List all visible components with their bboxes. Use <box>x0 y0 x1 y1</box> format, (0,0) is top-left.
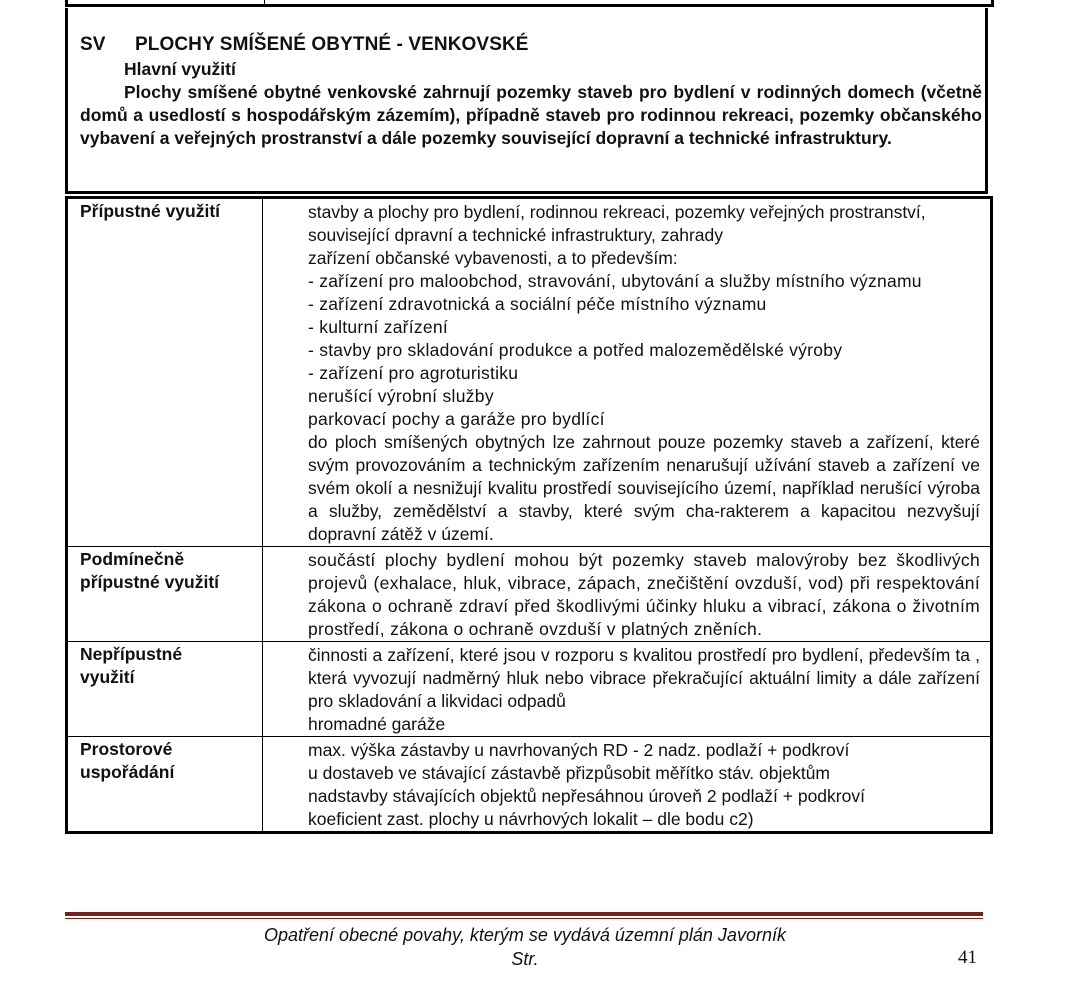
regulations-table <box>65 196 993 834</box>
text-line: nerušící výrobní služby <box>308 386 494 406</box>
row-label: Prostorové uspořádání <box>67 737 263 833</box>
row-value <box>263 547 992 642</box>
footer-title: Opatření obecné povahy, kterým se vydává územní plán Javorník <box>264 925 786 945</box>
previous-table-fragment <box>65 0 994 7</box>
row-value <box>263 642 992 737</box>
section-subtitle: Hlavní využití <box>124 59 236 79</box>
footer-rule-thin <box>65 918 983 919</box>
row-label: Nepřípustné využití <box>67 642 263 737</box>
table-divider <box>264 0 265 4</box>
text-line: související dpravní a technické infrastruktury, zahrady <box>308 225 724 245</box>
list-item: - zařízení pro agroturistiku <box>308 363 519 383</box>
table-row-podminecne <box>67 547 992 642</box>
list-item: - stavby pro skladování produkce a potřed malozemědělské výroby <box>308 340 843 360</box>
text-line: max. výška zástavby u navrhovaných RD - 2 nadz. podlaží + podkroví <box>308 740 850 760</box>
text-line: nadstavby stávajících objektů nepřesáhnou úroveň 2 podlaží + podkroví <box>308 786 865 806</box>
text-paragraph: součástí plochy bydlení mohou být pozemky staveb malovýroby bez škodlivých projevů (exhalace, hluk, vibrace, zápach, znečištění ovzduší, vod) při respektování zákona o ochraně zdraví před škodlivými účinky hluku a vibrací, zákona o životním prostředí, zákona o ochraně ovzduší v platných zněních. <box>308 550 980 639</box>
footer-rule-thick <box>65 912 983 916</box>
text-paragraph: do ploch smíšených obytných lze zahrnout pouze pozemky staveb a zařízení, které svým provozováním a technickým zařízením nenarušují užívání staveb a zařízení ve svém okolí a nesnižují kvalitu prostředí souvisejícího území, například nerušící výroba a služby, zemědělství a stavby, které svým cha-rakterem a kapacitou nezvyšují dopravní zátěž v území. <box>308 432 980 544</box>
row-label: Přípustné využití <box>67 198 263 547</box>
page-number: 41 <box>958 947 977 968</box>
section-code: SV <box>80 34 106 55</box>
list-item: - zařízení zdravotnická a sociální péče místního významu <box>308 294 767 314</box>
section-header <box>65 8 988 194</box>
row-value <box>263 198 992 547</box>
section-description: Plochy smíšené obytné venkovské zahrnují pozemky staveb pro bydlení v rodinných domech (včetně domů a usedlostí s hospodářským zázemím), případně staveb pro rodinnou rekreaci, pozemky občanského vybavení a veřejných prostranství a dále pozemky související dopravní a technické infrastruktury. <box>80 82 982 148</box>
row-value <box>263 737 992 833</box>
footer-str-label: Str. <box>511 949 539 969</box>
text-line: parkovací pochy a garáže pro bydlící <box>308 409 605 429</box>
text-line: koeficient zast. plochy u návrhových lokalit – dle bodu c2) <box>308 809 754 829</box>
section-title <box>80 34 529 56</box>
table-row-prostorove <box>67 737 992 833</box>
table-row-nepripustne <box>67 642 992 737</box>
text-paragraph: činnosti a zařízení, které jsou v rozporu s kvalitou prostředí pro bydlení, především ta , která vyvozují nadměrný hluk nebo vibrace překračující aktuální limity a dále zařízení pro skladování a likvidaci odpadů <box>308 645 980 711</box>
text-line: hromadné garáže <box>308 714 446 734</box>
text-line: stavby a plochy pro bydlení, rodinnou rekreaci, pozemky veřejných prostranství, <box>308 202 926 222</box>
list-item: - kulturní zařízení <box>308 317 448 337</box>
text-line: u dostaveb ve stávající zástavbě přizpůsobit měřítko stáv. objektům <box>308 763 831 783</box>
table-row-pripustne <box>67 198 992 547</box>
list-item: - zařízení pro maloobchod, stravování, ubytování a služby místního významu <box>308 271 922 291</box>
section-title-text: PLOCHY SMÍŠENÉ OBYTNÉ - VENKOVSKÉ <box>135 34 529 55</box>
row-label: Podmínečně přípustné využití <box>67 547 263 642</box>
text-line: zařízení občanské vybavenosti, a to především: <box>308 248 678 268</box>
